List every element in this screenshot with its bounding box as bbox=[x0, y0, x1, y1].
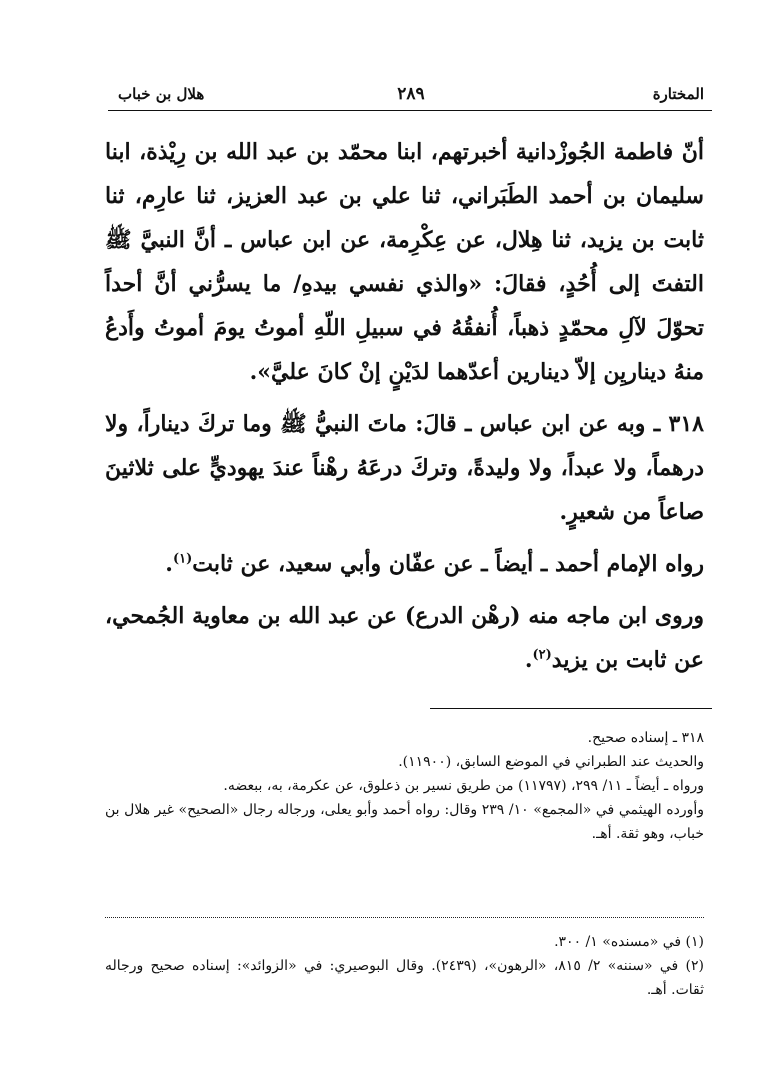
ibn-majah-text: وروى ابن ماجه منه (رهْن الدرع) عن عبد الله بن معاوية الجُمحي، عن ثابت بن يزيد bbox=[105, 603, 704, 673]
ahmad-narration-end: . bbox=[165, 551, 173, 577]
editor-notes bbox=[105, 726, 704, 846]
hadith-chain-paragraph: أنّ فاطمة الجُوزْدانية أخبرتهم، ابنا محمّد بن عبد الله بن رِيْذة، ابنا سليمان بن أحمد الطَبَراني، ثنا علي بن عبد العزيز، ثنا عارِم، ثنا ثابت بن يزيد، ثنا هِلال، عن عِكْرِمة، عن ابن عباس ـ أنَّ النبيَّ ﷺ التفتَ إلى أُحُدٍ، فقالَ: «والذي نفسي بيدهِ/ ما يسرُّني أنَّ أحداً تحوّلَ لآلِ محمّدٍ ذهباً، أُنفقُهُ في سبيلِ اللّهِ أموتُ يومَ أموتُ وأَدعُ منهُ ديناريِن إلاّ دينارين أعدّهما لدَيْنٍ إنْ كانَ عليَّ». bbox=[105, 139, 704, 385]
ibn-majah-end: . bbox=[524, 647, 533, 673]
note-line: وأورده الهيثمي في «المجمع» ١٠/ ٢٣٩ وقال: رواه أحمد وأبو يعلى، ورجاله رجال «الصحيح» غير هلال بن خباب، وهو ثقة. أهـ. bbox=[105, 802, 705, 842]
footnote-2: (٢) في «سننه» ٢/ ٨١٥، «الرهون»، (٢٤٣٩). وقال البوصيري: في «الزوائد»: إسناده صحيح ورجاله ثقات. أهـ. bbox=[105, 958, 704, 998]
ibn-majah-paragraph bbox=[105, 594, 704, 682]
note-line: ورواه ـ أيضاً ـ ١١/ ٢٩٩، (١١٧٩٧) من طريق نسير بن ذعلوق، عن عكرمة، به، ببعضه. bbox=[223, 778, 704, 794]
footnote-ref-2[interactable]: (٢) bbox=[532, 647, 552, 663]
footnote-ref-1[interactable]: (١) bbox=[172, 551, 193, 567]
ahmad-narration-text: رواه الإمام أحمد ـ أيضاً ـ عن عفّان وأبي سعيد، عن ثابت bbox=[192, 551, 704, 577]
footnote-1: (١) في «مسنده» ١/ ٣٠٠. bbox=[554, 934, 704, 950]
book-title: المختارة bbox=[652, 85, 704, 103]
footnotes bbox=[105, 930, 704, 1002]
running-head bbox=[118, 82, 704, 106]
hadith-318-paragraph: ٣١٨ ـ وبه عن ابن عباس ـ قالَ: ماتَ النبيُّ ﷺ وما تركَ ديناراً، ولا درهماً، ولا عبداً، ولا وليدةً، وتركَ درعَهُ رهْناً عندَ يهوديٍّ على ثلاثينَ صاعاً من شعيرٍ. bbox=[105, 411, 704, 525]
notes-rule bbox=[430, 708, 712, 709]
header-rule bbox=[108, 110, 712, 111]
footnotes-divider bbox=[105, 917, 704, 918]
chapter-title: هلال بن خباب bbox=[118, 85, 205, 103]
ahmad-narration-paragraph bbox=[105, 542, 704, 586]
note-line: ٣١٨ ـ إسناده صحيح. bbox=[587, 730, 704, 746]
note-line: والحديث عند الطبراني في الموضع السابق، (١١٩٠٠). bbox=[398, 754, 704, 770]
main-text bbox=[105, 130, 704, 690]
page-number: ٢٨٩ bbox=[397, 84, 425, 104]
